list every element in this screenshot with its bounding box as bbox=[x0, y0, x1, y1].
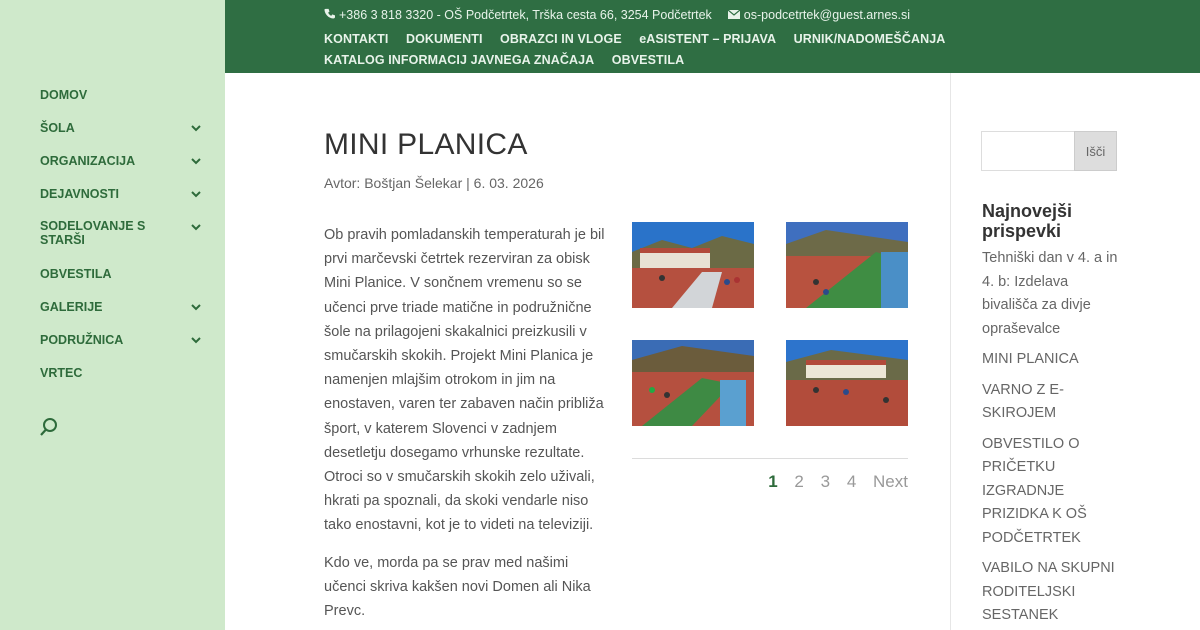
post-title: MINI PLANICA bbox=[324, 128, 528, 161]
sidebar-item-label: GALERIJE bbox=[40, 300, 103, 314]
sidebar-item-podruznica[interactable] bbox=[40, 332, 208, 365]
envelope-icon bbox=[728, 8, 740, 22]
sidebar-item-label: ŠOLA bbox=[40, 121, 75, 135]
page-link-4[interactable]: 4 bbox=[846, 472, 857, 491]
page-link-1[interactable]: 1 bbox=[768, 472, 778, 491]
gallery-thumbnail[interactable] bbox=[786, 222, 908, 308]
sidebar-item-label: PODRUŽNICA bbox=[40, 333, 124, 347]
gallery-thumbnail[interactable] bbox=[786, 340, 908, 426]
email-text: os-podcetrtek@guest.arnes.si bbox=[743, 8, 911, 22]
nav-dokumenti[interactable]: DOKUMENTI bbox=[405, 32, 483, 46]
search-icon[interactable] bbox=[39, 417, 59, 437]
recent-post-link[interactable]: VABILO NA SKUPNI RODITELJSKI SESTANEK bbox=[982, 560, 1115, 623]
nav-katalog-informacij[interactable]: KATALOG INFORMACIJ JAVNEGA ZNAČAJA bbox=[324, 53, 595, 67]
top-header bbox=[225, 0, 1200, 73]
recent-post-link[interactable]: VARNO Z E-SKIROJEM bbox=[982, 381, 1064, 421]
recent-post-link[interactable]: Tehniški dan v 4. a in 4. b: Izdelava bivališča za divje opraševalce bbox=[982, 250, 1118, 337]
chevron-down-icon[interactable] bbox=[190, 221, 202, 233]
nav-kontakti[interactable]: KONTAKTI bbox=[324, 32, 389, 46]
nav-easistent-prijava[interactable]: eASISTENT – PRIJAVA bbox=[639, 32, 777, 46]
sidebar-item-sodelovanje-s-starsi[interactable] bbox=[40, 219, 208, 266]
sidebar-divider bbox=[950, 73, 951, 630]
recent-post-link[interactable]: OBVESTILO O PRIČETKU IZGRADNJE PRIZIDKA K OŠ PODČETRTEK bbox=[982, 435, 1087, 546]
page-next-link[interactable]: Next bbox=[873, 472, 908, 491]
recent-posts-list bbox=[982, 247, 1122, 630]
phone-address-text: +386 3 818 3320 - OŠ Podčetrtek, Trška cesta 66, 3254 Podčetrtek bbox=[339, 8, 712, 22]
gallery-thumbnail[interactable] bbox=[632, 340, 754, 426]
sidebar-item-label: ORGANIZACIJA bbox=[40, 154, 136, 168]
nav-urnik-nadomescanja[interactable]: URNIK/NADOMEŠČANJA bbox=[793, 32, 946, 46]
post-paragraph: Ob pravih pomladanskih temperaturah je bil prvi marčevski četrtek rezerviran za obisk Mini Planice. V sončnem vremenu so se učenci prve triade matične in podružnične šole na prilagojeni skakalnici preizkusili v smučarskih skokih. Projekt Mini Planica je namenjen mlajšim otrokom in jim na enostaven, varen ter zabaven način približa šport, v katerem Slovenci v zadnjem desetletju dosegamo vrhunske rezultate. Otroci so v smučarskih skokih zelo uživali, hkrati pa spoznali, da skoki vendarle niso tako enostavni, kot je to videti na televiziji. bbox=[324, 227, 605, 534]
chevron-down-icon[interactable] bbox=[190, 122, 202, 134]
page-link-2[interactable]: 2 bbox=[794, 472, 804, 491]
sidebar-menu bbox=[40, 87, 208, 398]
sidebar-item-galerije[interactable] bbox=[40, 299, 208, 332]
recent-post-link[interactable]: MINI PLANICA bbox=[982, 351, 1079, 367]
post-meta: Avtor: Boštjan Šelekar | 6. 03. 2026 bbox=[324, 175, 544, 191]
sidebar-item-sola[interactable] bbox=[40, 120, 208, 153]
sidebar-item-label: VRTEC bbox=[40, 366, 83, 380]
nav-obvestila[interactable]: OBVESTILA bbox=[611, 53, 685, 67]
recent-posts-title: Najnovejši prispevki bbox=[982, 201, 1073, 241]
search-button[interactable]: Išči bbox=[1074, 131, 1117, 171]
sidebar-item-dejavnosti[interactable] bbox=[40, 186, 208, 219]
contact-info bbox=[324, 8, 910, 22]
gallery-divider bbox=[632, 458, 908, 459]
gallery-pagination bbox=[632, 472, 908, 492]
sidebar-item-vrtec[interactable] bbox=[40, 365, 208, 398]
phone-icon bbox=[324, 8, 335, 22]
gallery-thumbnail[interactable] bbox=[632, 222, 754, 308]
chevron-down-icon[interactable] bbox=[190, 301, 202, 313]
sidebar-item-label: DOMOV bbox=[40, 88, 88, 102]
post-body bbox=[324, 223, 606, 630]
nav-obrazci-in-vloge[interactable]: OBRAZCI IN VLOGE bbox=[500, 32, 622, 46]
top-nav bbox=[324, 29, 984, 71]
left-sidebar bbox=[0, 0, 225, 630]
sidebar-item-label: OBVESTILA bbox=[40, 267, 112, 281]
page-link-3[interactable]: 3 bbox=[820, 472, 831, 491]
email-link[interactable] bbox=[728, 8, 910, 22]
chevron-down-icon[interactable] bbox=[190, 155, 202, 167]
sidebar-item-label: DEJAVNOSTI bbox=[40, 187, 119, 201]
search-input[interactable] bbox=[981, 131, 1075, 171]
sidebar-item-domov[interactable] bbox=[40, 87, 208, 120]
sidebar-item-label: SODELOVANJE S STARŠI bbox=[40, 219, 146, 247]
sidebar-item-obvestila[interactable] bbox=[40, 266, 208, 299]
chevron-down-icon[interactable] bbox=[190, 334, 202, 346]
post-paragraph: Kdo ve, morda pa se prav med našimi učenci skriva kakšen novi Domen ali Nika Prevc. bbox=[324, 554, 591, 620]
chevron-down-icon[interactable] bbox=[190, 188, 202, 200]
sidebar-item-organizacija[interactable] bbox=[40, 153, 208, 186]
